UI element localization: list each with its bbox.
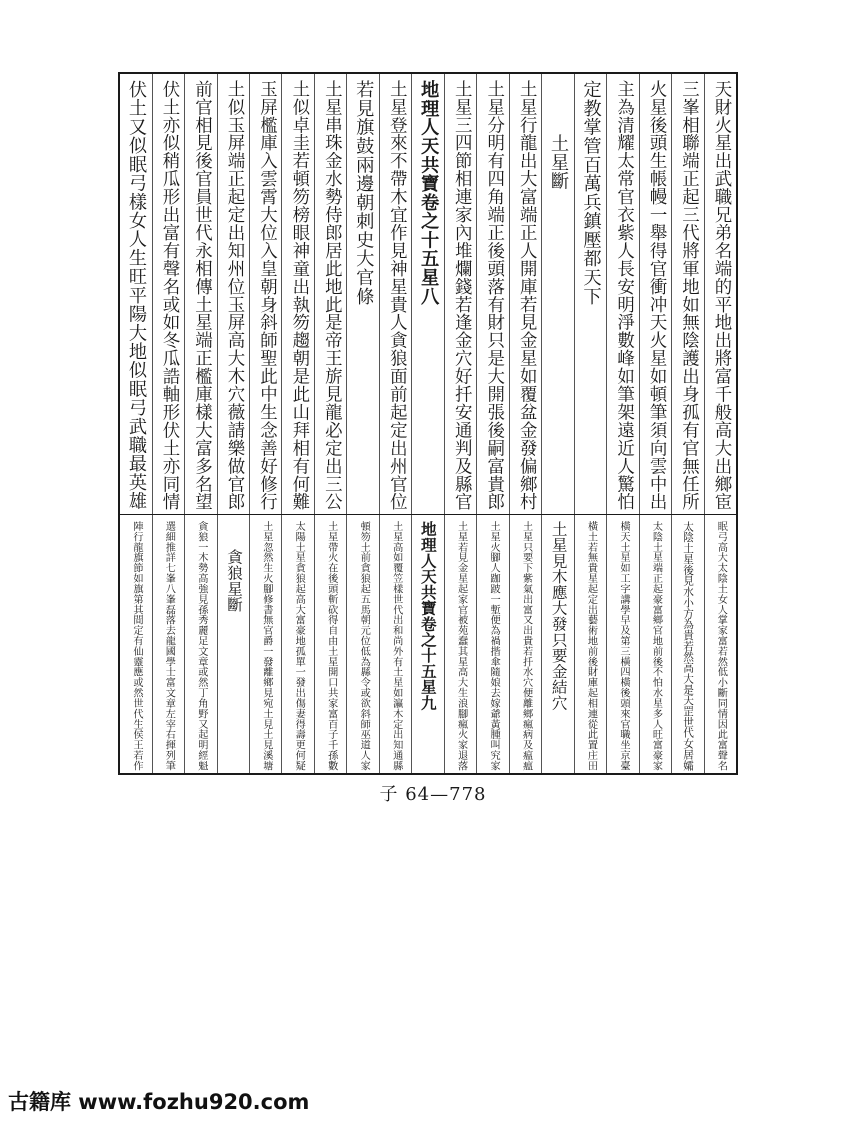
top-column-text: 土星分明有四角端正後頭落有財只是大開張後嗣富貴郎 — [483, 80, 504, 511]
top-text-block — [118, 72, 738, 515]
top-column-text: 定教掌管百萬兵鎮壓都天下 — [580, 80, 602, 306]
bottom-column-text: 太陰土星端正起豪富鄉官地前後不怕水星多人旺富豪家 — [650, 521, 662, 771]
bottom-column-text: 太陽土星貪狼起高大富豪地孤單一發出傷妻得壽更何疑 — [293, 521, 305, 771]
top-column — [671, 74, 703, 514]
bottom-column-text: 眠弓高大太陰土女人掌家富若然低小斷同情因此富聲名 — [715, 521, 727, 771]
top-column — [281, 74, 313, 514]
bottom-column — [120, 515, 151, 773]
bottom-column — [509, 515, 541, 773]
bottom-columns — [120, 515, 736, 773]
bottom-column — [639, 515, 671, 773]
top-column — [184, 74, 216, 514]
top-column-text: 土星斷 — [548, 134, 570, 191]
bottom-column-text: 土星只要下紫氣出富又出貴若扦水穴便離鄉瘋病及瘟瘟 — [520, 521, 532, 771]
bottom-column-text: 貪狼一木勢高強見孫秀麗足文章或然丁角野又起明經魁 — [195, 521, 207, 771]
bottom-column — [704, 515, 736, 773]
top-column-text: 火星後頭生帳幔一舉得官衝冲天火星如頓筆須向雲中出 — [646, 80, 667, 511]
bottom-column-text: 太陰土星後見水小方為貴若然高大是天罡世代女居孀 — [682, 521, 696, 771]
top-column-text: 土似玉屏端正起定出知州位玉屏高大木穴薇請樂做官郎 — [223, 80, 244, 511]
bottom-column — [574, 515, 606, 773]
top-column — [704, 74, 736, 514]
bottom-column-text: 土星帶火在後頭斬砍得自由土星開口共家富百子千孫數 — [325, 521, 337, 771]
top-column-text: 主為清耀太常官衣紫人長安明淨數峰如筆架遠近人驚怕 — [613, 80, 634, 511]
top-column-text: 土星行龍出大富端正人開庫若見金星如覆盆金發偏鄉村 — [516, 80, 537, 511]
top-column-text: 土似卓圭若頓笏榜眼神童出執笏趨朝是此山拜相有何難 — [288, 80, 309, 511]
top-column-text: 地理人天共寶卷之十五星八 — [418, 80, 440, 306]
watermark-text: 古籍库 www.fozhu920.com — [8, 1090, 310, 1114]
bottom-column — [281, 515, 313, 773]
top-column — [152, 74, 184, 514]
top-column-text: 土星三四節相連家內堆爛錢若逢金穴好扦安通判及縣官 — [451, 80, 472, 511]
top-column — [346, 74, 378, 514]
top-column-text: 玉屏檻庫入雲霄大位入皇朝身斜師聖此中生念善好修行 — [256, 80, 277, 511]
bottom-column — [411, 515, 443, 773]
bottom-column — [379, 515, 411, 773]
bottom-column — [444, 515, 476, 773]
bottom-column — [671, 515, 703, 773]
bottom-column-text: 地理人天共寶卷之十五星九 — [418, 521, 438, 711]
top-column — [639, 74, 671, 514]
bottom-column-text: 土星火腳人跏跛一塹便為禍揩傘隨娘去嫁爺黃腫叫究家 — [488, 521, 500, 771]
bottom-column — [314, 515, 346, 773]
top-column — [444, 74, 476, 514]
top-column-text: 天財火星出武職兄弟名端的平地出將富千般高大出鄉宦 — [710, 80, 731, 511]
top-column — [217, 74, 249, 514]
top-column-text: 土星串珠金水勢侍郎居此地此是帝王旂見龍必定出三公 — [321, 80, 342, 511]
bottom-column-text: 橫土若無貴星起定出藝術地前後財庫起相連從此置庄田 — [585, 521, 597, 771]
bottom-column-text: 陣行龍旗節如旗第其間定有仙靈應或然世代生侯王若作 — [130, 521, 142, 771]
top-column — [606, 74, 638, 514]
top-column-text: 伏土亦似稍瓜形出富有聲名或如冬瓜誥軸形伏土亦同情 — [159, 80, 180, 511]
top-column — [379, 74, 411, 514]
bottom-column — [184, 515, 216, 773]
top-column-text: 三峯相聯端正起三代將軍地如無陰護出身孤有官無任所 — [678, 80, 699, 511]
bottom-column — [476, 515, 508, 773]
top-column-text: 土星登來不帶木宜作見神星貴人貪狼面前起定出州官位 — [386, 80, 407, 511]
top-column — [249, 74, 281, 514]
top-column — [476, 74, 508, 514]
top-column — [120, 74, 151, 514]
bottom-column-text: 土星若見金星起家官被苑蠢其星高大生浪腳瘋火家退落 — [455, 521, 467, 771]
bottom-column-text: 選細推詳七峯八峯磊落去龍國學士富文章左宰右揮列筆 — [163, 521, 175, 771]
bottom-column-text: 橫天土星如工字講學早及第三橫四橫後頭來官職坐京臺 — [617, 521, 629, 771]
top-column — [574, 74, 606, 514]
bottom-column — [346, 515, 378, 773]
top-column — [509, 74, 541, 514]
bottom-column-text: 土星高如覆笠樣世代出和尚外有土星如瀛木定出知通縣 — [390, 521, 402, 771]
top-column — [314, 74, 346, 514]
bottom-column-text: 貪狼星斷 — [225, 549, 244, 613]
bottom-column-text: 土星見木應大發只要金結穴 — [549, 521, 568, 711]
top-column-text: 伏土又似眠弓樣女人生旺平陽大地似眠弓武職最英雄 — [125, 80, 147, 511]
bottom-column — [249, 515, 281, 773]
top-column — [411, 74, 443, 514]
bottom-column — [606, 515, 638, 773]
bottom-column-text: 頓笏土前貪狼起五馬朝元位低為縣令或欲斜師巫道人家 — [358, 521, 370, 771]
bottom-column — [217, 515, 249, 773]
top-column — [541, 74, 573, 514]
bottom-column — [541, 515, 573, 773]
page-number: 子 64—778 — [379, 784, 487, 805]
top-column-text: 前官相見後官員世代永相傳土星端正檻庫樣大富多名望 — [191, 80, 212, 511]
bottom-text-block — [118, 514, 738, 775]
top-column-text: 若見旗鼓兩邊朝刺史大官條 — [353, 80, 375, 306]
bottom-column — [152, 515, 184, 773]
bottom-column-text: 土星忽然生火腳修書無官爵一發離鄉見宛土見土見溪塘 — [260, 521, 272, 771]
top-columns — [120, 74, 736, 514]
